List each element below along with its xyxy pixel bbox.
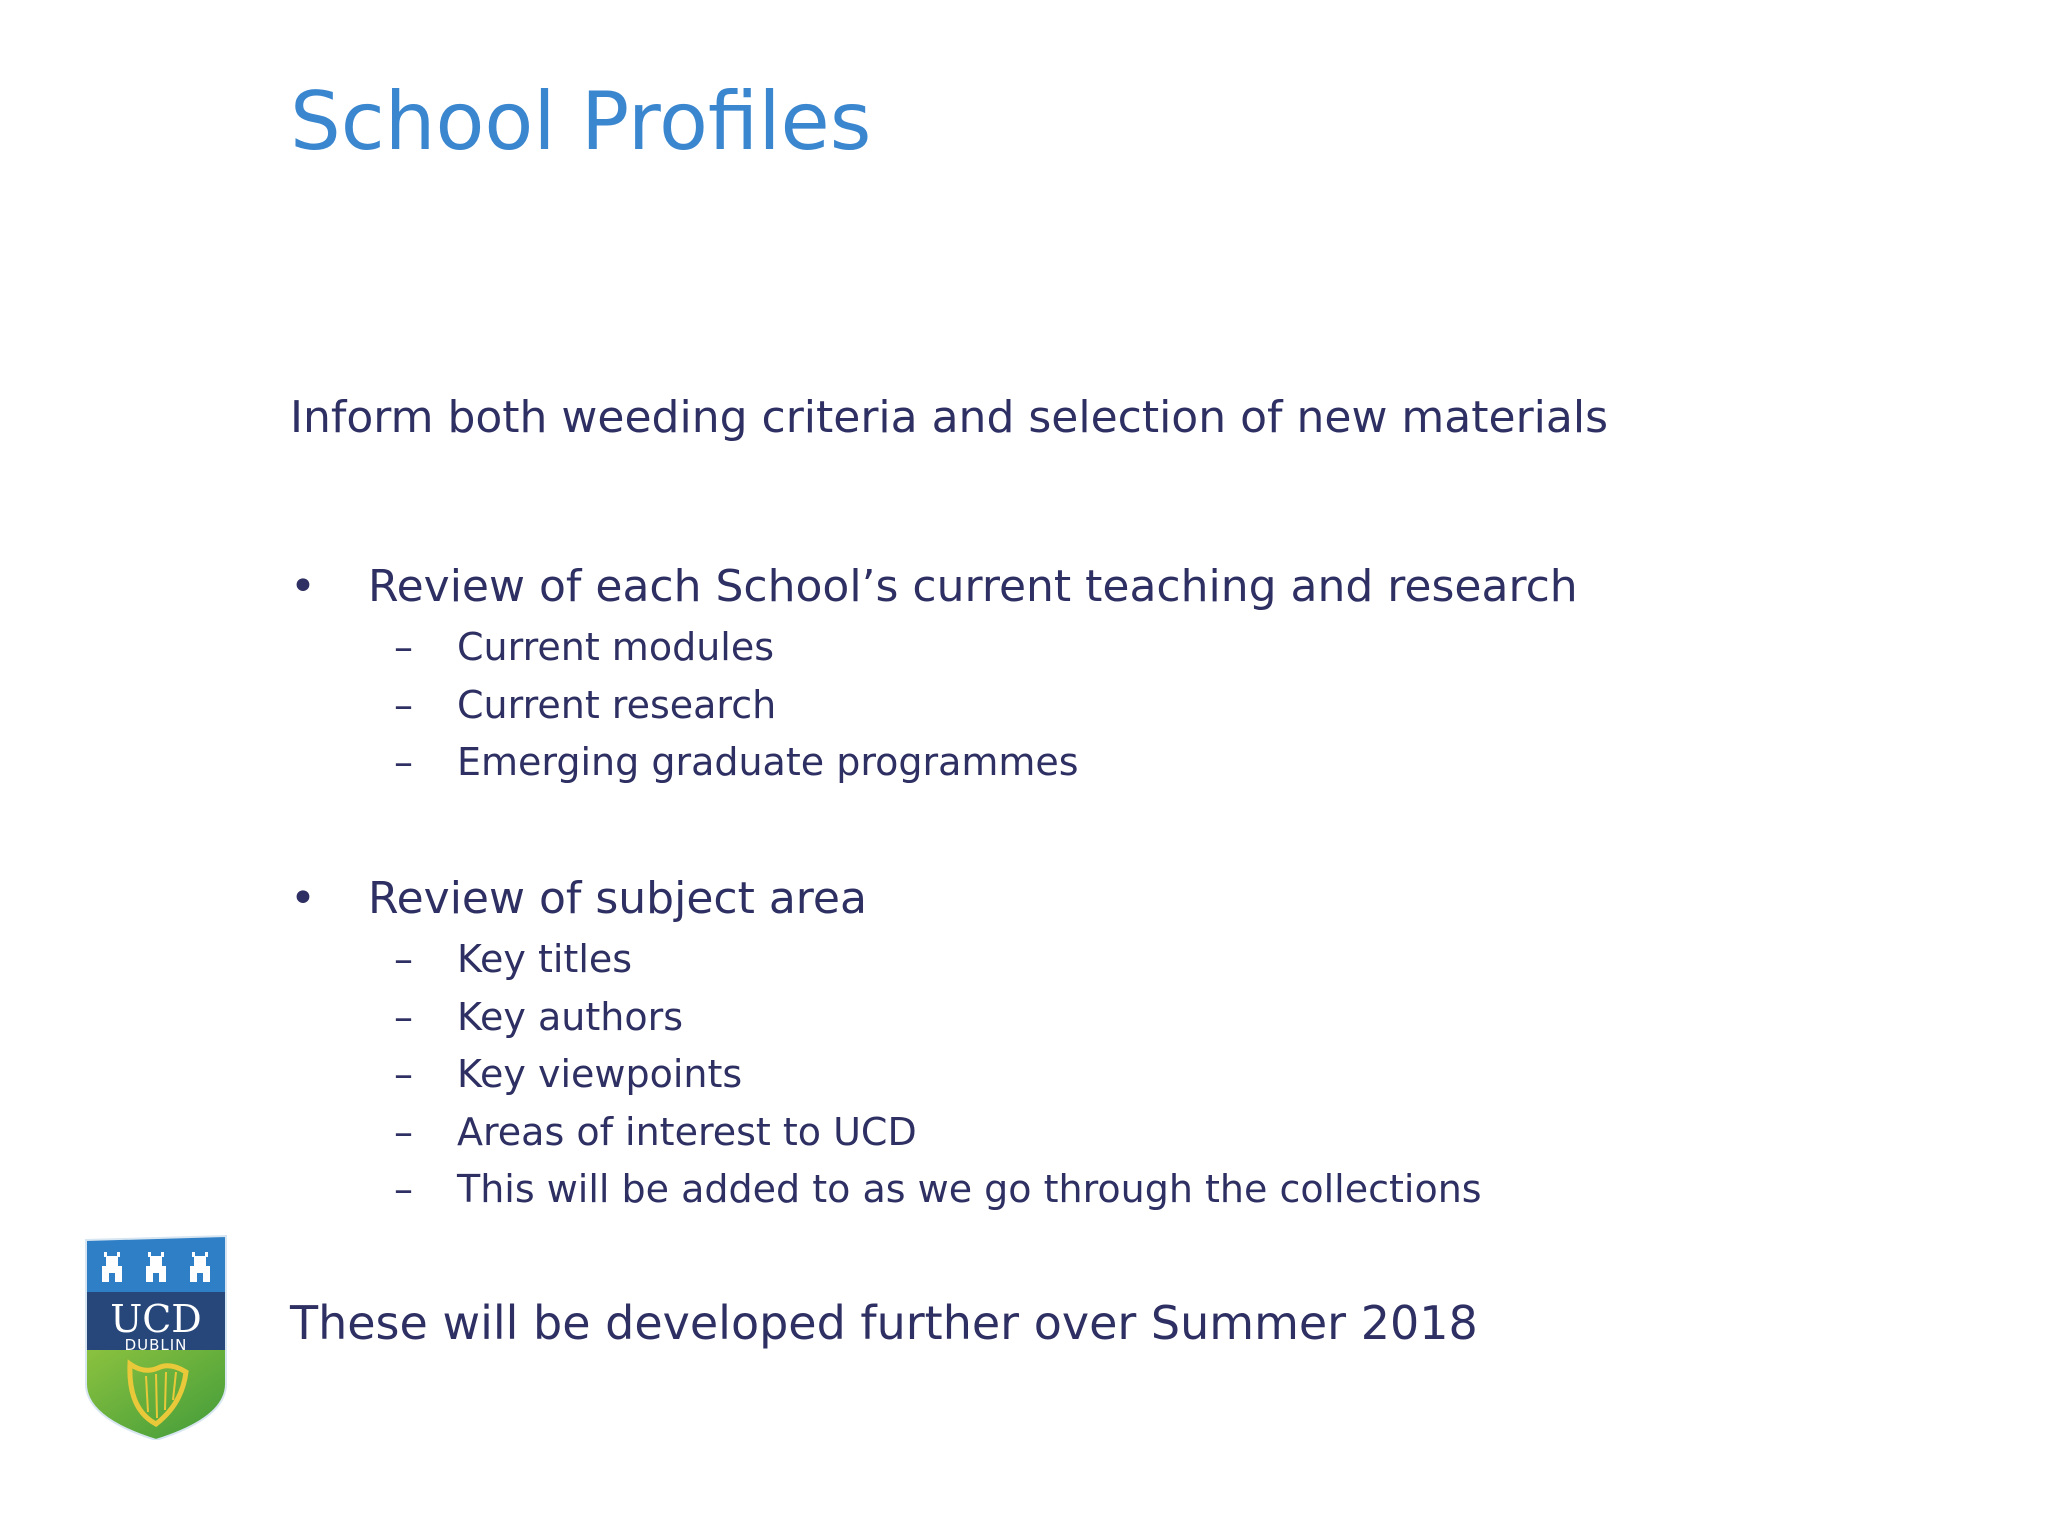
sub-item-dash: – xyxy=(394,1052,413,1096)
sub-item-text: Current modules xyxy=(457,625,775,669)
sub-item-text: Key titles xyxy=(457,937,633,981)
sub-item-dash: – xyxy=(394,937,413,981)
sub-item-dash: – xyxy=(394,682,413,727)
ucd-dublin-crest-logo xyxy=(84,1234,228,1440)
sub-list xyxy=(290,619,1990,792)
bullet-dot: • xyxy=(290,561,316,612)
bullet-item xyxy=(290,867,1990,931)
bullet-dot: • xyxy=(290,873,316,924)
logo-dublin-text: DUBLIN xyxy=(124,1336,188,1354)
sub-item-dash: – xyxy=(394,740,413,784)
sub-item-text: Current research xyxy=(457,682,777,727)
bullet-text: Review of each School’s current teaching and research xyxy=(368,561,1578,612)
sub-item-dash: – xyxy=(394,625,413,669)
sub-item xyxy=(290,1161,1990,1219)
sub-item xyxy=(290,734,1990,792)
sub-item-text: Areas of interest to UCD xyxy=(457,1109,917,1154)
intro-text: Inform both weeding criteria and selection of new materials xyxy=(290,392,1609,443)
logo-ucd-text: UCD xyxy=(110,1297,202,1341)
sub-item-dash: – xyxy=(394,994,413,1039)
sub-list xyxy=(290,931,1990,1219)
sub-item-dash: – xyxy=(394,1109,413,1154)
ucd-crest-icon xyxy=(84,1234,228,1440)
sub-item-text: Key viewpoints xyxy=(457,1052,743,1096)
bullet-group-subject-area xyxy=(290,867,1990,1219)
closing-text: These will be developed further over Summer 2018 xyxy=(290,1296,1478,1350)
sub-item xyxy=(290,989,1990,1047)
sub-item-text: This will be added to as we go through the collections xyxy=(457,1167,1482,1211)
sub-item xyxy=(290,677,1990,735)
sub-item-dash: – xyxy=(394,1167,413,1211)
sub-item-text: Emerging graduate programmes xyxy=(457,740,1079,784)
sub-item xyxy=(290,931,1990,989)
sub-item-text: Key authors xyxy=(457,994,683,1039)
sub-item xyxy=(290,1104,1990,1162)
bullet-item xyxy=(290,555,1990,619)
bullet-text: Review of subject area xyxy=(368,873,867,924)
sub-item xyxy=(290,1046,1990,1104)
sub-item xyxy=(290,619,1990,677)
bullet-group-teaching-research xyxy=(290,555,1990,792)
slide-title: School Profiles xyxy=(290,75,872,168)
